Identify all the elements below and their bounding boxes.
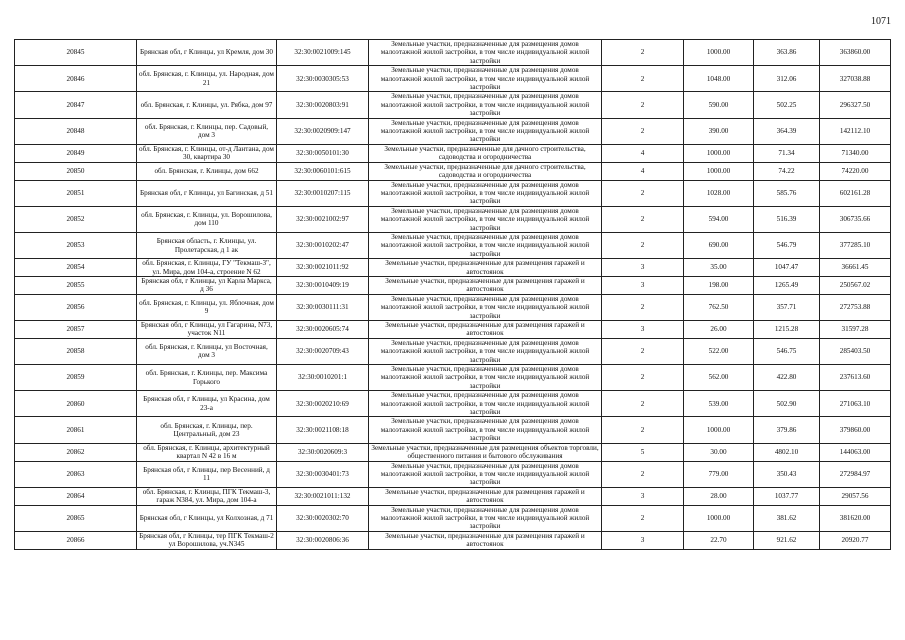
row-id: 20862 [15, 443, 137, 461]
group-cell: 2 [602, 66, 684, 92]
cadastral-number-cell: 32:30:0020709:43 [277, 338, 369, 364]
address-cell: обл. Брянская, г. Клинцы, пер. Максима Горького [137, 365, 277, 391]
table-row [15, 259, 891, 277]
cadastral-value-cell: 285403.50 [820, 338, 891, 364]
address-cell: Брянская обл, г Клинцы, ул Колхозная, д 71 [137, 505, 277, 531]
area-cell: 35.00 [684, 259, 754, 277]
area-cell: 1048.00 [684, 66, 754, 92]
cadastral-number-cell: 32:30:0010409:19 [277, 276, 369, 294]
row-id: 20861 [15, 417, 137, 443]
land-usage-cell: Земельные участки, предназначенные для размещения домов малоэтажной жилой застройки, в том числе индивидуальной жилой застройки [369, 206, 602, 232]
group-cell: 2 [602, 391, 684, 417]
land-usage-cell: Земельные участки, предназначенные для размещения объектов торговли, общественного питания и бытового обслуживания [369, 443, 602, 461]
group-cell: 2 [602, 294, 684, 320]
row-id: 20865 [15, 505, 137, 531]
table-row [15, 118, 891, 144]
address-cell: Брянская обл, г Клинцы, ул Красина, дом 23-а [137, 391, 277, 417]
group-cell: 3 [602, 276, 684, 294]
table-row [15, 505, 891, 531]
land-usage-cell: Земельные участки, предназначенные для размещения гаражей и автостоянок [369, 487, 602, 505]
row-id: 20845 [15, 40, 137, 66]
table-row [15, 487, 891, 505]
address-cell: Брянская область, г. Клинцы, ул. Пролетарская, д 1 ак [137, 232, 277, 258]
row-id: 20848 [15, 118, 137, 144]
group-cell: 2 [602, 417, 684, 443]
registry-table [14, 39, 891, 550]
group-cell: 2 [602, 118, 684, 144]
group-cell: 2 [602, 505, 684, 531]
land-usage-cell: Земельные участки, предназначенные для размещения домов малоэтажной жилой застройки, в том числе индивидуальной жилой застройки [369, 180, 602, 206]
cadastral-number-cell: 32:30:0020803:91 [277, 92, 369, 118]
cadastral-number-cell: 32:30:0010201:1 [277, 365, 369, 391]
table-row [15, 232, 891, 258]
area-cell: 1000.00 [684, 505, 754, 531]
area-cell: 26.00 [684, 321, 754, 339]
rate-cell: 502.90 [754, 391, 820, 417]
table-row [15, 338, 891, 364]
address-cell: Брянская обл, г Клинцы, ул Гагарина, N73, участок N11 [137, 321, 277, 339]
row-id: 20852 [15, 206, 137, 232]
area-cell: 198.00 [684, 276, 754, 294]
table-row [15, 162, 891, 180]
address-cell: обл. Брянская, г. Клинцы, ПГК Текмаш-3, гараж N384, ул. Мира, дом 104-а [137, 487, 277, 505]
cadastral-number-cell: 32:30:0020302:70 [277, 505, 369, 531]
row-id: 20857 [15, 321, 137, 339]
area-cell: 590.00 [684, 92, 754, 118]
table-row [15, 144, 891, 162]
address-cell: обл. Брянская, г. Клинцы, дом 662 [137, 162, 277, 180]
cadastral-value-cell: 20920.77 [820, 531, 891, 549]
registry-rows [15, 40, 891, 550]
address-cell: обл. Брянская, г. Клинцы, ул Восточная, дом 3 [137, 338, 277, 364]
table-row [15, 321, 891, 339]
row-id: 20847 [15, 92, 137, 118]
land-usage-cell: Земельные участки, предназначенные для размещения домов малоэтажной жилой застройки, в том числе индивидуальной жилой застройки [369, 505, 602, 531]
group-cell: 2 [602, 232, 684, 258]
rate-cell: 363.86 [754, 40, 820, 66]
cadastral-value-cell: 327038.88 [820, 66, 891, 92]
table-row [15, 391, 891, 417]
cadastral-value-cell: 237613.60 [820, 365, 891, 391]
address-cell: обл. Брянская, г. Клинцы, от-д Лантана, дом 30, квартира 30 [137, 144, 277, 162]
table-row [15, 66, 891, 92]
group-cell: 3 [602, 531, 684, 549]
group-cell: 3 [602, 259, 684, 277]
address-cell: Брянская обл, г Клинцы, ул Карла Маркса, д 36 [137, 276, 277, 294]
rate-cell: 921.62 [754, 531, 820, 549]
rate-cell: 422.80 [754, 365, 820, 391]
address-cell: обл. Брянская, г. Клинцы, ул. Рябка, дом 97 [137, 92, 277, 118]
cadastral-value-cell: 71340.00 [820, 144, 891, 162]
cadastral-value-cell: 296327.50 [820, 92, 891, 118]
cadastral-number-cell: 32:30:0021011:92 [277, 259, 369, 277]
table-row [15, 417, 891, 443]
group-cell: 4 [602, 144, 684, 162]
cadastral-value-cell: 271063.10 [820, 391, 891, 417]
rate-cell: 4802.10 [754, 443, 820, 461]
table-row [15, 365, 891, 391]
area-cell: 539.00 [684, 391, 754, 417]
area-cell: 690.00 [684, 232, 754, 258]
rate-cell: 357.71 [754, 294, 820, 320]
address-cell: обл. Брянская, г. Клинцы, ул. Народная, дом 21 [137, 66, 277, 92]
area-cell: 1028.00 [684, 180, 754, 206]
cadastral-number-cell: 32:30:0010207:115 [277, 180, 369, 206]
group-cell: 5 [602, 443, 684, 461]
group-cell: 2 [602, 92, 684, 118]
cadastral-number-cell: 32:30:0020609:3 [277, 443, 369, 461]
rate-cell: 312.06 [754, 66, 820, 92]
cadastral-value-cell: 602161.28 [820, 180, 891, 206]
address-cell: обл. Брянская, г. Клинцы, пер. Центральный, дом 23 [137, 417, 277, 443]
rate-cell: 71.34 [754, 144, 820, 162]
cadastral-number-cell: 32:30:0021108:18 [277, 417, 369, 443]
cadastral-value-cell: 36661.45 [820, 259, 891, 277]
rate-cell: 1047.47 [754, 259, 820, 277]
area-cell: 762.50 [684, 294, 754, 320]
cadastral-number-cell: 32:30:0020806:36 [277, 531, 369, 549]
area-cell: 1000.00 [684, 144, 754, 162]
table-row [15, 443, 891, 461]
area-cell: 522.00 [684, 338, 754, 364]
cadastral-number-cell: 32:30:0060101:615 [277, 162, 369, 180]
row-id: 20863 [15, 461, 137, 487]
row-id: 20856 [15, 294, 137, 320]
rate-cell: 502.25 [754, 92, 820, 118]
cadastral-value-cell: 142112.10 [820, 118, 891, 144]
land-usage-cell: Земельные участки, предназначенные для размещения гаражей и автостоянок [369, 259, 602, 277]
cadastral-number-cell: 32:30:0050101:30 [277, 144, 369, 162]
table-row [15, 206, 891, 232]
table-row [15, 531, 891, 549]
rate-cell: 1265.49 [754, 276, 820, 294]
rate-cell: 379.86 [754, 417, 820, 443]
land-usage-cell: Земельные участки, предназначенные для размещения гаражей и автостоянок [369, 321, 602, 339]
row-id: 20864 [15, 487, 137, 505]
cadastral-value-cell: 31597.28 [820, 321, 891, 339]
rate-cell: 364.39 [754, 118, 820, 144]
land-usage-cell: Земельные участки, предназначенные для дачного строительства, садоводства и огородничества [369, 144, 602, 162]
address-cell: обл. Брянская, г. Клинцы, ГУ "Текмаш-3", ул. Мира, дом 104-а, строение N 62 [137, 259, 277, 277]
rate-cell: 546.79 [754, 232, 820, 258]
cadastral-value-cell: 144063.00 [820, 443, 891, 461]
cadastral-number-cell: 32:30:0030111:31 [277, 294, 369, 320]
area-cell: 562.00 [684, 365, 754, 391]
table-row [15, 180, 891, 206]
group-cell: 2 [602, 206, 684, 232]
row-id: 20860 [15, 391, 137, 417]
land-usage-cell: Земельные участки, предназначенные для дачного строительства, садоводства и огородничества [369, 162, 602, 180]
cadastral-value-cell: 363860.00 [820, 40, 891, 66]
table-row [15, 294, 891, 320]
land-usage-cell: Земельные участки, предназначенные для размещения домов малоэтажной жилой застройки, в том числе индивидуальной жилой застройки [369, 391, 602, 417]
rate-cell: 516.39 [754, 206, 820, 232]
table-row [15, 276, 891, 294]
cadastral-value-cell: 381620.00 [820, 505, 891, 531]
address-cell: обл. Брянская, г. Клинцы, ул. Ворошилова, дом 110 [137, 206, 277, 232]
land-usage-cell: Земельные участки, предназначенные для размещения домов малоэтажной жилой застройки, в том числе индивидуальной жилой застройки [369, 338, 602, 364]
cadastral-value-cell: 250567.02 [820, 276, 891, 294]
table-row [15, 40, 891, 66]
land-usage-cell: Земельные участки, предназначенные для размещения домов малоэтажной жилой застройки, в том числе индивидуальной жилой застройки [369, 92, 602, 118]
address-cell: обл. Брянская, г. Клинцы, архитектурный квартал N 42 в 16 м [137, 443, 277, 461]
group-cell: 3 [602, 487, 684, 505]
land-usage-cell: Земельные участки, предназначенные для размещения гаражей и автостоянок [369, 531, 602, 549]
group-cell: 2 [602, 338, 684, 364]
group-cell: 2 [602, 461, 684, 487]
area-cell: 22.70 [684, 531, 754, 549]
land-usage-cell: Земельные участки, предназначенные для размещения домов малоэтажной жилой застройки, в том числе индивидуальной жилой застройки [369, 40, 602, 66]
cadastral-value-cell: 29057.56 [820, 487, 891, 505]
rate-cell: 546.75 [754, 338, 820, 364]
address-cell: Брянская обл, г Клинцы, пер Весенний, д 11 [137, 461, 277, 487]
group-cell: 4 [602, 162, 684, 180]
row-id: 20858 [15, 338, 137, 364]
group-cell: 2 [602, 180, 684, 206]
rate-cell: 1215.28 [754, 321, 820, 339]
land-usage-cell: Земельные участки, предназначенные для размещения домов малоэтажной жилой застройки, в том числе индивидуальной жилой застройки [369, 118, 602, 144]
rate-cell: 381.62 [754, 505, 820, 531]
land-usage-cell: Земельные участки, предназначенные для размещения домов малоэтажной жилой застройки, в том числе индивидуальной жилой застройки [369, 365, 602, 391]
cadastral-value-cell: 379860.00 [820, 417, 891, 443]
area-cell: 28.00 [684, 487, 754, 505]
land-usage-cell: Земельные участки, предназначенные для размещения домов малоэтажной жилой застройки, в том числе индивидуальной жилой застройки [369, 66, 602, 92]
cadastral-value-cell: 377285.10 [820, 232, 891, 258]
row-id: 20846 [15, 66, 137, 92]
cadastral-value-cell: 272984.97 [820, 461, 891, 487]
area-cell: 390.00 [684, 118, 754, 144]
cadastral-value-cell: 306735.66 [820, 206, 891, 232]
cadastral-number-cell: 32:30:0020605:74 [277, 321, 369, 339]
area-cell: 1000.00 [684, 162, 754, 180]
cadastral-number-cell: 32:30:0020210:69 [277, 391, 369, 417]
land-usage-cell: Земельные участки, предназначенные для размещения домов малоэтажной жилой застройки, в том числе индивидуальной жилой застройки [369, 232, 602, 258]
area-cell: 1000.00 [684, 40, 754, 66]
row-id: 20859 [15, 365, 137, 391]
row-id: 20851 [15, 180, 137, 206]
address-cell: Брянская обл, г Клинцы, ул Багинская, д 51 [137, 180, 277, 206]
land-usage-cell: Земельные участки, предназначенные для размещения домов малоэтажной жилой застройки, в том числе индивидуальной жилой застройки [369, 461, 602, 487]
land-usage-cell: Земельные участки, предназначенные для размещения домов малоэтажной жилой застройки, в том числе индивидуальной жилой застройки [369, 294, 602, 320]
rate-cell: 350.43 [754, 461, 820, 487]
group-cell: 2 [602, 40, 684, 66]
cadastral-number-cell: 32:30:0010202:47 [277, 232, 369, 258]
group-cell: 2 [602, 365, 684, 391]
address-cell: Брянская обл, г Клинцы, ул Кремля, дом 30 [137, 40, 277, 66]
rate-cell: 74.22 [754, 162, 820, 180]
cadastral-value-cell: 272753.88 [820, 294, 891, 320]
cadastral-number-cell: 32:30:0030401:73 [277, 461, 369, 487]
group-cell: 3 [602, 321, 684, 339]
row-id: 20853 [15, 232, 137, 258]
row-id: 20855 [15, 276, 137, 294]
row-id: 20866 [15, 531, 137, 549]
cadastral-number-cell: 32:30:0030305:53 [277, 66, 369, 92]
land-usage-cell: Земельные участки, предназначенные для размещения домов малоэтажной жилой застройки, в том числе индивидуальной жилой застройки [369, 417, 602, 443]
area-cell: 1000.00 [684, 417, 754, 443]
row-id: 20849 [15, 144, 137, 162]
cadastral-number-cell: 32:30:0020909:147 [277, 118, 369, 144]
rate-cell: 585.76 [754, 180, 820, 206]
page-number: 1071 [871, 16, 891, 27]
cadastral-value-cell: 74220.00 [820, 162, 891, 180]
table-row [15, 92, 891, 118]
cadastral-number-cell: 32:30:0021011:132 [277, 487, 369, 505]
area-cell: 779.00 [684, 461, 754, 487]
table-row [15, 461, 891, 487]
area-cell: 594.00 [684, 206, 754, 232]
address-cell: обл. Брянская, г. Клинцы, ул. Яблочная, дом 9 [137, 294, 277, 320]
cadastral-number-cell: 32:30:0021009:145 [277, 40, 369, 66]
row-id: 20850 [15, 162, 137, 180]
cadastral-number-cell: 32:30:0021002:97 [277, 206, 369, 232]
address-cell: Брянская обл, г Клинцы, тер ПГК Текмаш-2 ул Ворошилова, уч.N345 [137, 531, 277, 549]
row-id: 20854 [15, 259, 137, 277]
land-usage-cell: Земельные участки, предназначенные для размещения гаражей и автостоянок [369, 276, 602, 294]
rate-cell: 1037.77 [754, 487, 820, 505]
area-cell: 30.00 [684, 443, 754, 461]
address-cell: обл. Брянская, г. Клинцы, пер. Садовый, дом 3 [137, 118, 277, 144]
